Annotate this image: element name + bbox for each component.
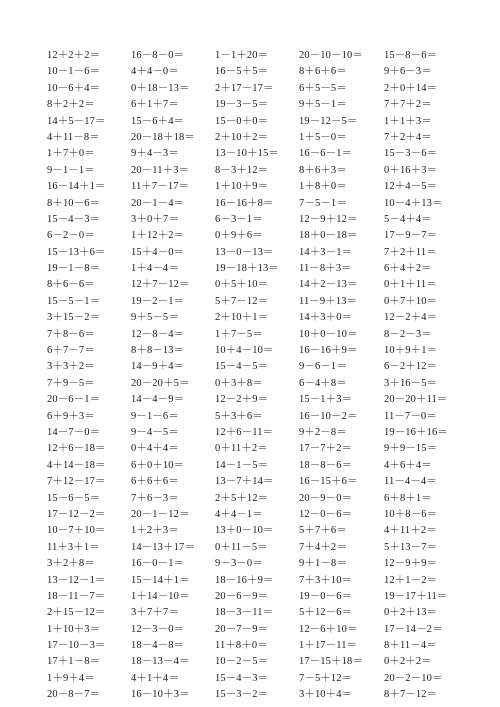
math-problem: 7＋2＋4＝ bbox=[384, 131, 432, 143]
math-problem: 8＋6－6＝ bbox=[47, 279, 95, 291]
math-problem: 17－15＋18＝ bbox=[299, 656, 363, 668]
math-problem: 2＋10＋1＝ bbox=[215, 312, 269, 324]
math-problem: 15－1＋3＝ bbox=[299, 394, 353, 406]
math-problem: 20－10－10＝ bbox=[299, 50, 363, 61]
math-problem: 14＋5－17＝ bbox=[47, 115, 106, 127]
math-problem: 9＋1－8＝ bbox=[299, 558, 347, 570]
math-problem: 7＋2＋11＝ bbox=[384, 246, 437, 258]
math-problem: 7＋9－5＝ bbox=[47, 377, 95, 389]
math-problem: 12－3－0＝ bbox=[131, 623, 185, 635]
math-problem: 14－1－5＝ bbox=[215, 459, 269, 471]
math-problem: 14－7－0＝ bbox=[47, 426, 101, 438]
math-problem: 12＋6－18＝ bbox=[47, 443, 106, 455]
math-problem: 15－5－1＝ bbox=[47, 295, 101, 307]
math-problem: 12－0－6＝ bbox=[299, 508, 353, 520]
math-problem: 0＋3＋8＝ bbox=[215, 377, 263, 389]
math-problem: 7＋8－6＝ bbox=[47, 328, 95, 340]
math-problem: 3＋16－5＝ bbox=[384, 377, 438, 389]
math-problem: 0＋18－13＝ bbox=[131, 82, 190, 94]
math-problem: 11－9＋13＝ bbox=[299, 295, 358, 307]
math-problem: 15－13＋6＝ bbox=[47, 246, 106, 258]
math-problem: 18－11－7＝ bbox=[47, 590, 106, 602]
math-problem: 8＋10－6＝ bbox=[47, 197, 101, 209]
math-problem: 17－10－3＝ bbox=[47, 640, 106, 652]
math-problem: 9－4－5＝ bbox=[131, 426, 179, 438]
math-problem: 7＋7＋2＝ bbox=[384, 99, 432, 111]
math-problem: 18＋0－18＝ bbox=[299, 230, 358, 242]
math-problem: 16－14＋1＝ bbox=[47, 181, 106, 193]
math-problem: 8＋6＋6＝ bbox=[299, 66, 347, 78]
math-problem: 0＋11＋2＝ bbox=[215, 443, 268, 455]
math-problem: 6＋8＋1＝ bbox=[384, 492, 432, 504]
math-problem: 15－6－5＝ bbox=[47, 492, 101, 504]
math-problem: 19－0－6＝ bbox=[299, 590, 353, 602]
math-problem: 8＋8－13＝ bbox=[131, 345, 185, 357]
math-problem: 4＋1＋4＝ bbox=[131, 672, 179, 684]
math-problem: 6－4＋8＝ bbox=[299, 377, 347, 389]
math-problem: 3＋7＋7＝ bbox=[131, 607, 179, 619]
math-problem: 2＋15－12＝ bbox=[47, 607, 106, 619]
math-problem: 13＋0－10＝ bbox=[215, 525, 274, 537]
math-problem: 8＋2＋2＝ bbox=[47, 99, 95, 111]
math-problem: 7－5＋12＝ bbox=[299, 672, 353, 684]
math-problem: 10＋8－6＝ bbox=[384, 508, 438, 520]
math-problem: 20－8－7＝ bbox=[47, 689, 101, 701]
math-problem: 14＋3－1＝ bbox=[299, 246, 353, 258]
math-problem: 1＋14－10＝ bbox=[131, 590, 190, 602]
math-problem: 9＋4－3＝ bbox=[131, 148, 179, 160]
math-problem: 11－8＋3＝ bbox=[299, 263, 352, 275]
math-problem: 9－6－1＝ bbox=[299, 361, 347, 373]
math-problem: 1－1＋20＝ bbox=[215, 50, 269, 61]
math-problem: 14＋3＋0＝ bbox=[299, 312, 353, 324]
math-problem: 2＋0＋14＝ bbox=[384, 82, 438, 94]
math-problem: 1＋4－4＝ bbox=[131, 263, 179, 275]
math-problem: 15－3－2＝ bbox=[215, 689, 269, 701]
math-problem: 20－7－9＝ bbox=[215, 623, 269, 635]
math-problem: 20－9－0＝ bbox=[299, 492, 353, 504]
math-problem: 13－10＋15＝ bbox=[215, 148, 279, 160]
math-problem: 0＋5＋10＝ bbox=[215, 279, 269, 291]
math-problem: 1＋10＋3＝ bbox=[47, 623, 101, 635]
math-problem: 5＋7－12＝ bbox=[215, 295, 269, 307]
math-problem: 15－6＋4＝ bbox=[131, 115, 185, 127]
math-problem: 6＋4＋2＝ bbox=[384, 263, 432, 275]
math-problem: 18－8－6＝ bbox=[299, 459, 353, 471]
math-problem: 1＋1＋3＝ bbox=[384, 115, 432, 127]
math-problem: 15－8－6＝ bbox=[384, 50, 438, 61]
math-problem: 4＋4－1＝ bbox=[215, 508, 263, 520]
math-problem: 1＋7＋0＝ bbox=[47, 148, 95, 160]
math-problem: 4＋6＋4＝ bbox=[384, 459, 432, 471]
math-problem: 7＋4＋2＝ bbox=[299, 541, 347, 553]
math-problem: 3＋3＋2＝ bbox=[47, 361, 95, 373]
math-problem: 19－17＋11＝ bbox=[384, 590, 448, 602]
math-problem: 18－3－11＝ bbox=[215, 607, 274, 619]
math-problem: 5＋7＋6＝ bbox=[299, 525, 347, 537]
math-problem: 5＋13－7＝ bbox=[384, 541, 438, 553]
math-problem: 9－1－6＝ bbox=[131, 410, 179, 422]
math-problem: 13－7＋14＝ bbox=[215, 476, 274, 488]
math-problem: 16－0－1＝ bbox=[131, 558, 185, 570]
math-problem: 13－0－13＝ bbox=[215, 246, 274, 258]
math-problem: 6＋7－7＝ bbox=[47, 345, 95, 357]
math-problem: 15－14＋1＝ bbox=[131, 574, 190, 586]
math-problem: 20－2－10＝ bbox=[384, 672, 443, 684]
math-problem: 0＋2＋2＝ bbox=[384, 656, 432, 668]
math-problem: 5＋3＋6＝ bbox=[215, 410, 263, 422]
math-problem: 9－3－0＝ bbox=[215, 558, 263, 570]
math-problem: 12－2＋4＝ bbox=[384, 312, 438, 324]
math-problem: 14－9＋4＝ bbox=[131, 361, 185, 373]
math-problem: 19－2－1＝ bbox=[131, 295, 185, 307]
math-problem: 20－11＋3＝ bbox=[131, 164, 190, 176]
math-problem: 10－7＋10＝ bbox=[47, 525, 106, 537]
math-problem: 2＋5＋12＝ bbox=[215, 492, 269, 504]
math-problem: 17－14－2＝ bbox=[384, 623, 443, 635]
math-problem: 9＋5－5＝ bbox=[131, 312, 179, 324]
math-problem: 7＋12－17＝ bbox=[47, 476, 106, 488]
math-problem: 7＋6－3＝ bbox=[131, 492, 179, 504]
math-problem: 6－3－1＝ bbox=[215, 213, 263, 225]
math-problem: 19－18＋13＝ bbox=[215, 263, 279, 275]
math-problem: 8＋11－4＝ bbox=[384, 640, 437, 652]
math-problem: 8＋6＋3＝ bbox=[299, 164, 347, 176]
math-problem: 1＋12＋2＝ bbox=[131, 230, 185, 242]
math-problem: 15－4－5＝ bbox=[215, 361, 269, 373]
math-problem: 19－3－5＝ bbox=[215, 99, 269, 111]
math-problem: 12－6＋10＝ bbox=[299, 623, 358, 635]
math-problem: 0＋2＋13＝ bbox=[384, 607, 438, 619]
math-problem: 12－9＋9＝ bbox=[384, 558, 438, 570]
math-problem: 3＋15－2＝ bbox=[47, 312, 101, 324]
math-problem: 16－16＋9＝ bbox=[299, 345, 358, 357]
math-problem: 8＋7－12＝ bbox=[384, 689, 438, 701]
math-problem: 1＋17－11＝ bbox=[299, 640, 358, 652]
math-problem: 9＋6－3＝ bbox=[384, 66, 432, 78]
math-problem: 5－4＋4＝ bbox=[384, 213, 432, 225]
math-problem: 20－1－4＝ bbox=[131, 197, 185, 209]
math-problem: 16－6－1＝ bbox=[299, 148, 353, 160]
math-problem: 16－5＋5＝ bbox=[215, 66, 269, 78]
math-problem: 18－4－8＝ bbox=[131, 640, 185, 652]
math-problem: 6－2－0＝ bbox=[47, 230, 95, 242]
math-problem: 1＋7－5＝ bbox=[215, 328, 263, 340]
math-problem: 9＋9－15＝ bbox=[384, 443, 438, 455]
math-problem: 0＋4＋4＝ bbox=[131, 443, 179, 455]
math-problem: 19－12－5＝ bbox=[299, 115, 358, 127]
math-problem: 1＋2＋3＝ bbox=[131, 525, 179, 537]
math-problem: 12－8－4＝ bbox=[131, 328, 185, 340]
math-problem: 17－7＋2＝ bbox=[299, 443, 353, 455]
math-problem: 1＋9＋4＝ bbox=[47, 672, 95, 684]
math-problem: 12－9＋12＝ bbox=[299, 213, 358, 225]
math-problem: 10－4＋13＝ bbox=[384, 197, 443, 209]
math-problem: 18－16＋9＝ bbox=[215, 574, 274, 586]
math-problem: 19－16＋16＝ bbox=[384, 426, 448, 438]
math-problem: 9＋5－1＝ bbox=[299, 99, 347, 111]
math-problem: 0＋7＋10＝ bbox=[384, 295, 438, 307]
math-problem: 10－1－6＝ bbox=[47, 66, 101, 78]
math-problem: 6＋9＋3＝ bbox=[47, 410, 95, 422]
math-problem: 17＋1－8＝ bbox=[47, 656, 101, 668]
math-problem: 6＋5－5＝ bbox=[299, 82, 347, 94]
math-problem: 15－4－3＝ bbox=[215, 672, 269, 684]
math-problem: 6＋0＋10＝ bbox=[131, 459, 185, 471]
math-problem: 10＋4－10＝ bbox=[215, 345, 274, 357]
math-problem: 2＋17－17＝ bbox=[215, 82, 274, 94]
math-problem: 11－4－4＝ bbox=[384, 476, 437, 488]
math-problem: 19－1－8＝ bbox=[47, 263, 101, 275]
math-problem: 12－2＋9＝ bbox=[215, 394, 269, 406]
math-problem: 10－6＋4＝ bbox=[47, 82, 101, 94]
math-problem: 16－10＋3＝ bbox=[131, 689, 190, 701]
math-problem: 11＋8＋0＝ bbox=[215, 640, 268, 652]
math-problem: 4＋11－8＝ bbox=[47, 131, 100, 143]
math-problem: 5＋12－6＝ bbox=[299, 607, 353, 619]
math-problem: 15－3－6＝ bbox=[384, 148, 438, 160]
math-problem: 9＋2－8＝ bbox=[299, 426, 347, 438]
math-problem: 0＋16＋3＝ bbox=[384, 164, 438, 176]
math-problem: 15－4－3＝ bbox=[47, 213, 101, 225]
math-problem: 11＋3＋1＝ bbox=[47, 541, 100, 553]
math-problem: 2＋10＋2＝ bbox=[215, 131, 269, 143]
math-problem: 0＋1＋11＝ bbox=[384, 279, 437, 291]
math-problem: 12＋7－12＝ bbox=[131, 279, 190, 291]
math-problem: 7＋3＋10＝ bbox=[299, 574, 353, 586]
math-problem: 11－7－0＝ bbox=[384, 410, 437, 422]
math-problem: 18－13－4＝ bbox=[131, 656, 190, 668]
math-problem: 8－2－3＝ bbox=[384, 328, 432, 340]
math-problem: 3＋10＋4＝ bbox=[299, 689, 353, 701]
math-problem: 20－6－9＝ bbox=[215, 590, 269, 602]
math-problem: 1＋5－0＝ bbox=[299, 131, 347, 143]
math-problem: 1＋8＋0＝ bbox=[299, 181, 347, 193]
math-problem: 9－1－1＝ bbox=[47, 164, 95, 176]
math-problem: 20－1－12＝ bbox=[131, 508, 190, 520]
math-problem: 10＋0－10＝ bbox=[299, 328, 358, 340]
math-problem: 0＋9＋6＝ bbox=[215, 230, 263, 242]
math-problem: 14－4－9＝ bbox=[131, 394, 185, 406]
math-problem: 20－6－1＝ bbox=[47, 394, 101, 406]
math-problem: 16－16＋8＝ bbox=[215, 197, 274, 209]
math-problem: 12＋6－11＝ bbox=[215, 426, 274, 438]
math-problem: 20－20＋11＝ bbox=[384, 394, 448, 406]
math-problem: 6＋6＋6＝ bbox=[131, 476, 179, 488]
math-problem: 3＋2＋8＝ bbox=[47, 558, 95, 570]
math-problem: 15＋4－0＝ bbox=[131, 246, 185, 258]
math-problem: 8－3＋12＝ bbox=[215, 164, 269, 176]
math-problem: 14－13＋17＝ bbox=[131, 541, 195, 553]
math-problem: 7－5－1＝ bbox=[299, 197, 347, 209]
math-problem: 11＋7－17＝ bbox=[131, 181, 190, 193]
math-problem: 20－18＋18＝ bbox=[131, 131, 195, 143]
math-problem: 16－8－0＝ bbox=[131, 50, 185, 61]
math-problem: 17－9－7＝ bbox=[384, 230, 438, 242]
math-problem: 12＋4－5＝ bbox=[384, 181, 438, 193]
math-problem: 6＋1＋7＝ bbox=[131, 99, 179, 111]
math-problem: 4＋4－0＝ bbox=[131, 66, 179, 78]
math-problem: 10＋9＋1＝ bbox=[384, 345, 438, 357]
math-problem: 13－12－1＝ bbox=[47, 574, 106, 586]
math-problem: 4＋11＋2＝ bbox=[384, 525, 437, 537]
math-problem: 1＋10＋9＝ bbox=[215, 181, 269, 193]
math-problem: 14＋2－13＝ bbox=[299, 279, 358, 291]
math-problem: 16－15＋6＝ bbox=[299, 476, 358, 488]
math-problem: 17－12－2＝ bbox=[47, 508, 106, 520]
arithmetic-worksheet bbox=[47, 48, 467, 704]
math-problem: 16－10－2＝ bbox=[299, 410, 358, 422]
math-problem: 12＋2＋2＝ bbox=[47, 50, 101, 61]
math-problem: 12＋1－2＝ bbox=[384, 574, 438, 586]
math-problem: 0＋11－5＝ bbox=[215, 541, 268, 553]
math-problem: 6－2＋12＝ bbox=[384, 361, 438, 373]
math-problem: 10－2－5＝ bbox=[215, 656, 269, 668]
math-problem: 15－0＋0＝ bbox=[215, 115, 269, 127]
math-problem: 20－20＋5＝ bbox=[131, 377, 190, 389]
math-problem: 3＋0＋7＝ bbox=[131, 213, 179, 225]
math-problem: 4＋14－18＝ bbox=[47, 459, 106, 471]
